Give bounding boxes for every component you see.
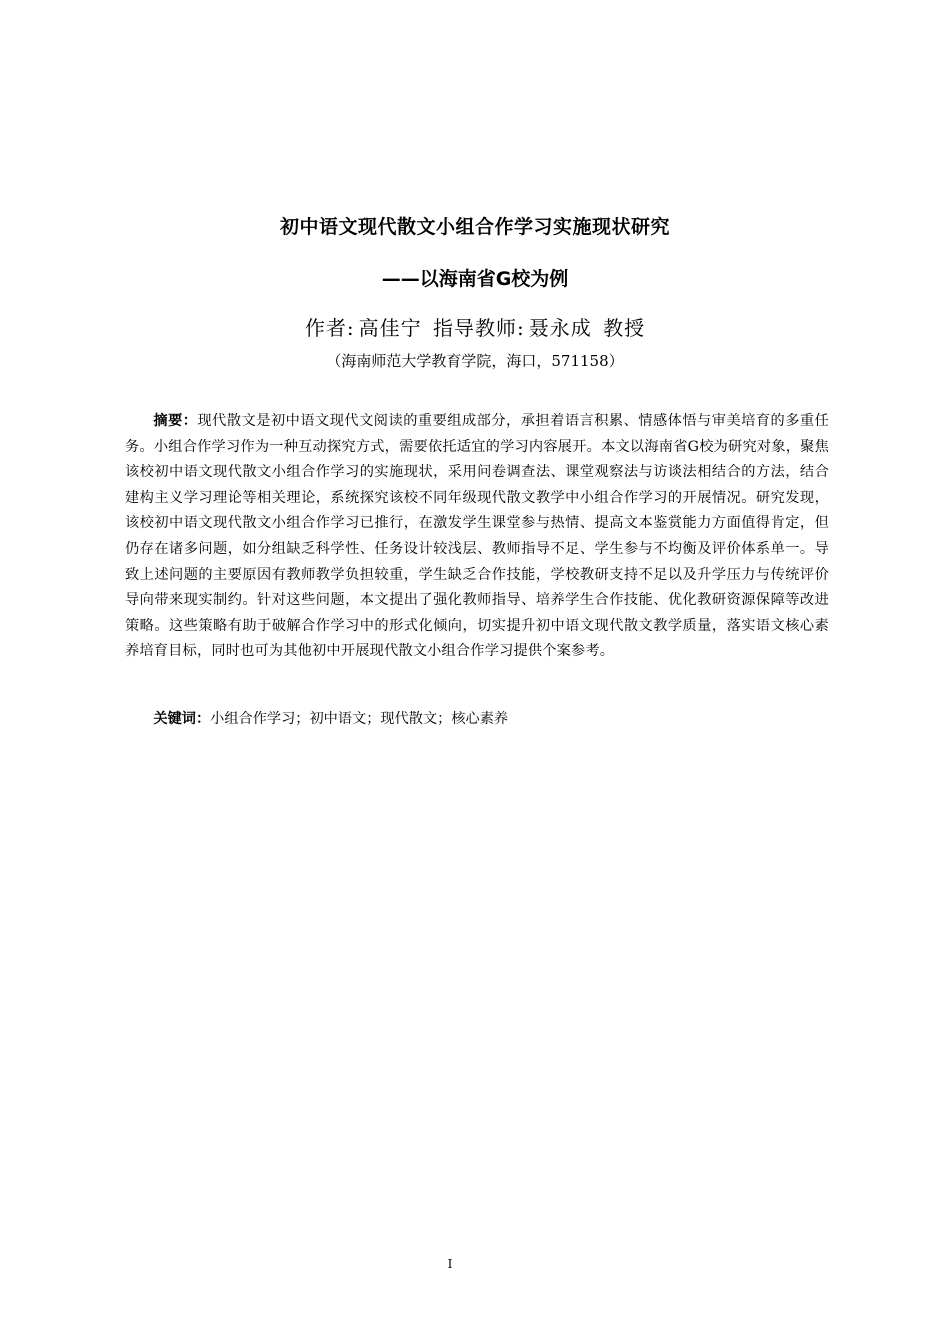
affiliation: （海南师范大学教育学院，海口，571158） xyxy=(326,352,624,370)
advisor-title: 教授 xyxy=(603,316,646,340)
paper-subtitle: ——以海南省G校为例 xyxy=(381,268,569,290)
author-line xyxy=(0,312,950,341)
keywords-text: 小组合作学习；初中语文；现代散文；核心素养 xyxy=(210,711,509,727)
author-label: 作者: xyxy=(304,316,355,340)
page-number: I xyxy=(447,1257,453,1271)
keywords-label: 关键词： xyxy=(153,711,211,727)
keywords-paragraph xyxy=(125,707,829,733)
advisor-label: 指导教师: xyxy=(433,316,525,340)
abstract-paragraph xyxy=(125,409,829,665)
advisor-name: 聂永成 xyxy=(528,316,592,340)
paper-title: 初中语文现代散文小组合作学习实施现状研究 xyxy=(279,216,670,238)
author-name: 高佳宁 xyxy=(358,316,422,340)
abstract-label: 摘要： xyxy=(153,413,198,429)
abstract-text: 现代散文是初中语文现代文阅读的重要组成部分，承担着语言积累、情感体悟与审美培育的多重任务。小组合作学习作为一种互动探究方式，需要依托适宜的学习内容展开。本文以海南省G校为研究对象，聚焦该校初中语文现代散文小组合作学习的实施现状，采用问卷调查法、课堂观察法与访谈法相结合的方法，结合建构主义学习理论等相关理论，系统探究该校不同年级现代散文教学中小组合作学习的开展情况。研究发现，该校初中语文现代散文小组合作学习已推行，在激发学生课堂参与热情、提高文本鉴赏能力方面值得肯定，但仍存在诸多问题，如分组缺乏科学性、任务设计较浅层、教师指导不足、学生参与不均衡及评价体系单一。导致上述问题的主要原因有教师教学负担较重，学生缺乏合作技能，学校教研支持不足以及升学压力与传统评价导向带来现实制约。针对这些问题，本文提出了强化教师指导、培养学生合作技能、优化教研资源保障等改进策略。这些策略有助于破解合作学习中的形式化倾向，切实提升初中语文现代散文教学质量，落实语文核心素养培育目标，同时也可为其他初中开展现代散文小组合作学习提供个案参考。 xyxy=(125,413,829,660)
